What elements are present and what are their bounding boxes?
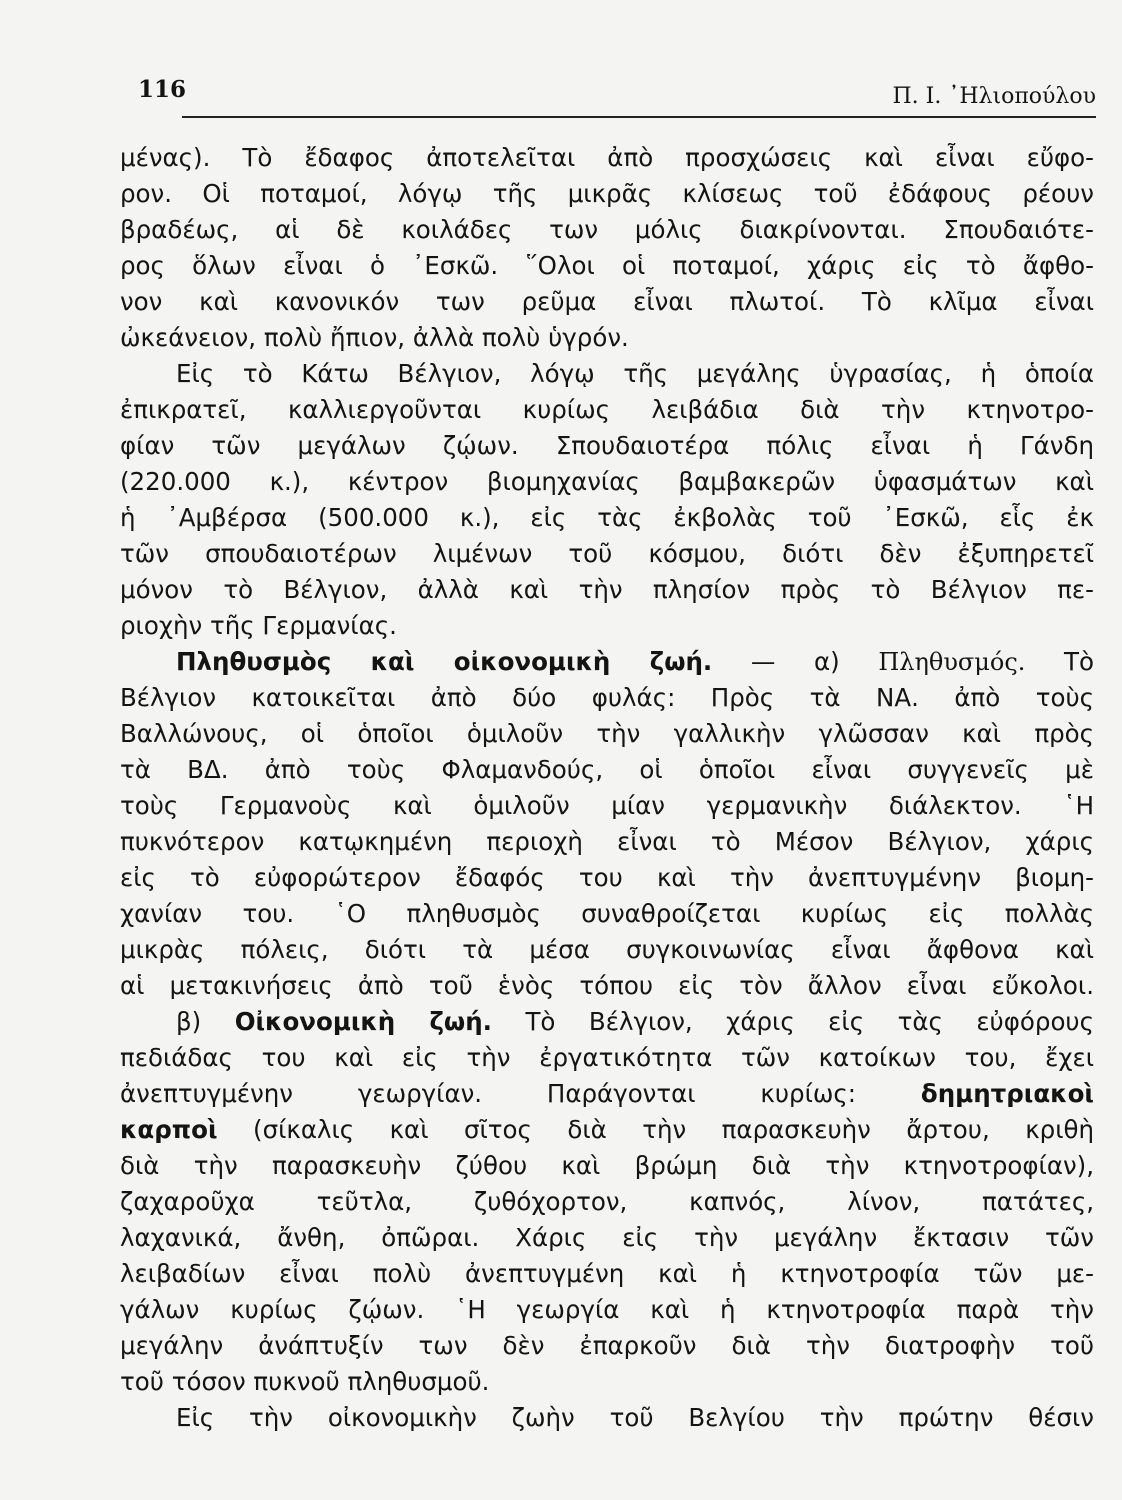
text-fragment: Τὸ Βέλγιον, χάρις εἰς τὰς εὐφόρους: [525, 1007, 1094, 1036]
text-line: αἱ μετακινήσεις ἀπὸ τοῦ ἑνὸς τόπου εἰς τὸν ἄλλον εἶναι εὔκολοι.: [120, 971, 1094, 1000]
text-line: ζαχαροῦχα τεῦτλα, ζυθόχορτον, καπνός, λίνον, πατάτες,: [120, 1187, 1094, 1216]
header-rule: [182, 116, 1096, 118]
text-line: ρον. Οἱ ποταμοί, λόγῳ τῆς μικρᾶς κλίσεως τοῦ ἐδάφους ρέουν: [120, 179, 1094, 208]
text-line: λειβαδίων εἶναι πολὺ ἀνεπτυγμένη καὶ ἡ κτηνοτροφία τῶν με-: [120, 1259, 1094, 1288]
subheading-economic-life: Οἰκονομικὴ ζωή.: [234, 1007, 492, 1036]
text-line: τοὺς Γερμανοὺς καὶ ὁμιλοῦν μίαν γερμανικὴν διάλεκτον. ῾Η: [120, 791, 1094, 820]
section-heading-line: [176, 644, 1094, 680]
text-line: νον καὶ κανονικόν των ρεῦμα εἶναι πλωτοί. Τὸ κλῖμα εἶναι: [120, 287, 1094, 316]
text-line: γάλων κυρίως ζῴων. ῾Η γεωργία καὶ ἡ κτηνοτροφία παρὰ τὴν: [120, 1295, 1094, 1324]
subsection-label: β): [176, 1007, 202, 1036]
text-fragment: Τὸ: [1064, 647, 1094, 676]
emphasis-fruits: καρποὶ: [120, 1115, 218, 1144]
emphasis-cereals: δημητριακοὶ: [920, 1079, 1094, 1108]
text-line: εἰς τὸ εὐφορώτερον ἔδαφός του καὶ τὴν ἀνεπτυγμένην βιομη-: [120, 863, 1094, 892]
text-line: ὠκεάνειον, πολὺ ἤπιον, ἀλλὰ πολὺ ὑγρόν.: [120, 323, 629, 352]
text-line: Εἰς τὴν οἰκονομικὴν ζωὴν τοῦ Βελγίου τὴν πρώτην θέσιν: [176, 1403, 1094, 1432]
section-heading: Πληθυσμὸς καὶ οἰκονομικὴ ζωή.: [176, 647, 713, 676]
text-line: μεγάλην ἀνάπτυξίν των δὲν ἐπαρκοῦν διὰ τὴν διατροφὴν τοῦ: [120, 1331, 1094, 1360]
text-line: τὰ ΒΔ. ἀπὸ τοὺς Φλαμανδούς, οἱ ὁποῖοι εἶναι συγγενεῖς μὲ: [120, 755, 1094, 784]
text-line: ριοχὴν τῆς Γερμανίας.: [120, 611, 397, 640]
text-line: Βαλλώνους, οἱ ὁποῖοι ὁμιλοῦν τὴν γαλλικὴν γλῶσσαν καὶ πρὸς: [120, 719, 1094, 748]
text-line: διὰ τὴν παρασκευὴν ζύθου καὶ βρώμη διὰ τὴν κτηνοτροφίαν),: [120, 1151, 1094, 1180]
text-line: [120, 1076, 1094, 1112]
text-line: μικρὰς πόλεις, διότι τὰ μέσα συγκοινωνίας εἶναι ἄφθονα καὶ: [120, 935, 1094, 964]
text-line: (220.000 κ.), κέντρον βιομηχανίας βαμβακερῶν ὑφασμάτων καὶ: [120, 467, 1094, 496]
page-header: [138, 66, 1096, 118]
text-line: τοῦ τόσον πυκνοῦ πληθυσμοῦ.: [120, 1367, 490, 1396]
text-line: Εἰς τὸ Κάτω Βέλγιον, λόγῳ τῆς μεγάλης ὑγρασίας, ἡ ὁποία: [176, 359, 1094, 388]
subsection-heading-line: [176, 1004, 1094, 1040]
text-line: φίαν τῶν μεγάλων ζῴων. Σπουδαιοτέρα πόλις εἶναι ἡ Γάνδη: [120, 431, 1094, 460]
subheading-population: Πληθυσμός.: [878, 648, 1026, 676]
text-line: βραδέως, αἱ δὲ κοιλάδες των μόλις διακρίνονται. Σπουδαιότε-: [120, 215, 1094, 244]
text-fragment: ἀνεπτυγμένην γεωργίαν. Παράγονται κυρίως:: [120, 1079, 857, 1108]
text-line: πεδιάδας του καὶ εἰς τὴν ἐργατικότητα τῶν κατοίκων του, ἔχει: [120, 1043, 1094, 1072]
text-line: τῶν σπουδαιοτέρων λιμένων τοῦ κόσμου, διότι δὲν ἐξυπηρετεῖ: [120, 539, 1094, 568]
text-line: ρος ὅλων εἶναι ὁ ᾿Εσκῶ. ῞Ολοι οἱ ποταμοί, χάρις εἰς τὸ ἄφθο-: [120, 251, 1094, 280]
text-line: ἐπικρατεῖ, καλλιεργοῦνται κυρίως λειβάδια διὰ τὴν κτηνοτρο-: [120, 395, 1094, 424]
page-number: 116: [138, 76, 187, 103]
text-line: χανίαν του. ῾Ο πληθυσμὸς συναθροίζεται κυρίως εἰς πολλὰς: [120, 899, 1094, 928]
heading-dash: — α): [750, 647, 840, 676]
text-line: μένας). Τὸ ἔδαφος ἀποτελεῖται ἀπὸ προσχώσεις καὶ εἶναι εὔφο-: [120, 143, 1094, 172]
text-line: λαχανικά, ἄνθη, ὀπῶραι. Χάρις εἰς τὴν μεγάλην ἔκτασιν τῶν: [120, 1223, 1094, 1252]
text-line: [120, 1112, 1094, 1148]
running-head: Π. Ι. ᾿Ηλιοπούλου: [892, 84, 1096, 109]
text-line: ἡ ᾿Αμβέρσα (500.000 κ.), εἰς τὰς ἐκβολὰς τοῦ ᾿Εσκῶ, εἷς ἐκ: [120, 503, 1094, 532]
text-line: μόνον τὸ Βέλγιον, ἀλλὰ καὶ τὴν πλησίον πρὸς τὸ Βέλγιον πε-: [120, 575, 1094, 604]
text-line: πυκνότερον κατῳκημένη περιοχὴ εἶναι τὸ Μέσον Βέλγιον, χάρις: [120, 827, 1094, 856]
text-fragment: (σίκαλις καὶ σῖτος διὰ τὴν παρασκευὴν ἄρτου, κριθὴ: [253, 1115, 1094, 1144]
text-line: Βέλγιον κατοικεῖται ἀπὸ δύο φυλάς: Πρὸς τὰ ΝΑ. ἀπὸ τοὺς: [120, 683, 1094, 712]
